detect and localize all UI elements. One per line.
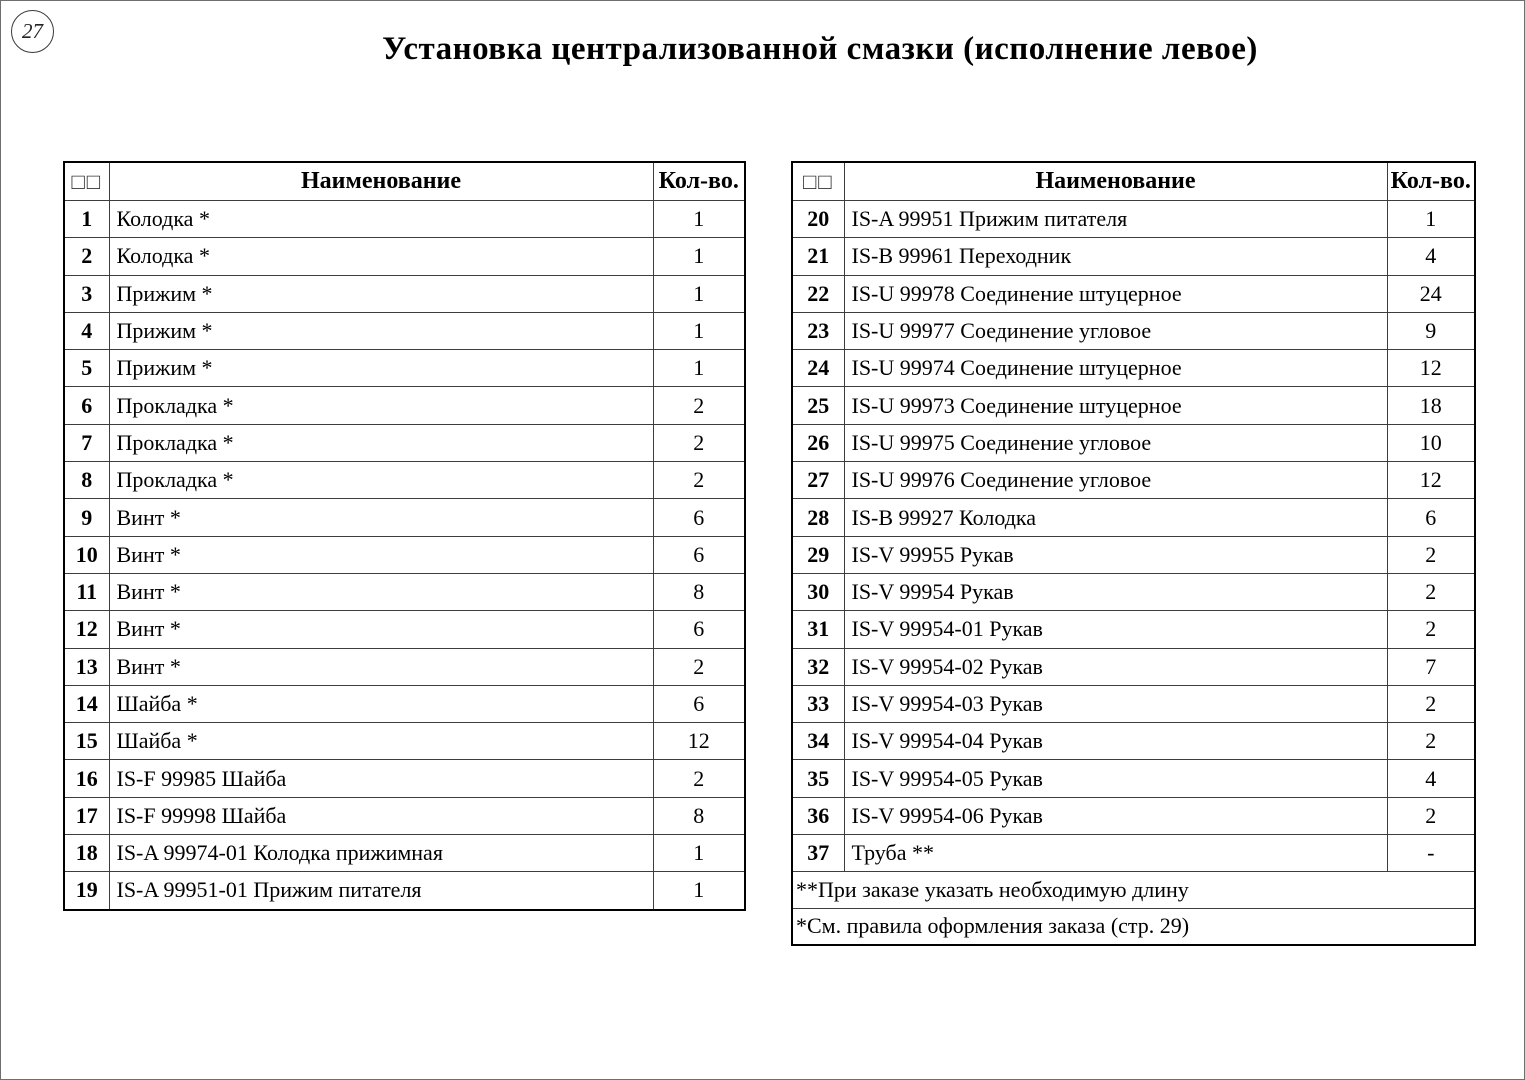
table-row xyxy=(64,536,745,573)
header-qty-column: Кол-во. xyxy=(653,162,745,201)
part-qty: 7 xyxy=(1387,648,1475,685)
table-row xyxy=(792,238,1475,275)
part-qty: 1 xyxy=(653,312,745,349)
part-name: Шайба * xyxy=(109,685,653,722)
row-number: 15 xyxy=(64,723,109,760)
part-name: IS-V 99955 Рукав xyxy=(844,536,1387,573)
row-number: 10 xyxy=(64,536,109,573)
table-row xyxy=(792,760,1475,797)
table-row xyxy=(64,238,745,275)
part-name: IS-V 99954-01 Рукав xyxy=(844,611,1387,648)
part-qty: 2 xyxy=(1387,536,1475,573)
part-name: IS-F 99985 Шайба xyxy=(109,760,653,797)
table-row xyxy=(792,350,1475,387)
row-number: 1 xyxy=(64,201,109,238)
part-name: IS-A 99951 Прижим питателя xyxy=(844,201,1387,238)
footnote-text: *См. правила оформления заказа (стр. 29) xyxy=(792,908,1475,945)
row-number: 35 xyxy=(792,760,844,797)
row-number: 26 xyxy=(792,424,844,461)
part-qty: 6 xyxy=(653,499,745,536)
part-name: Винт * xyxy=(109,573,653,610)
part-name: Прокладка * xyxy=(109,387,653,424)
part-qty: 1 xyxy=(653,835,745,872)
header-qty-column: Кол-во. xyxy=(1387,162,1475,201)
table-row xyxy=(64,201,745,238)
table-row xyxy=(792,499,1475,536)
table-row xyxy=(64,872,745,910)
part-name: IS-A 99974-01 Колодка прижимная xyxy=(109,835,653,872)
part-qty: 2 xyxy=(653,760,745,797)
row-number: 25 xyxy=(792,387,844,424)
row-number: 31 xyxy=(792,611,844,648)
part-name: Винт * xyxy=(109,648,653,685)
row-number: 32 xyxy=(792,648,844,685)
table-row xyxy=(792,835,1475,872)
table-row xyxy=(792,685,1475,722)
part-name: IS-B 99927 Колодка xyxy=(844,499,1387,536)
table-row xyxy=(64,275,745,312)
part-qty: 6 xyxy=(653,536,745,573)
part-name: Винт * xyxy=(109,536,653,573)
part-qty: 8 xyxy=(653,573,745,610)
part-qty: 1 xyxy=(653,275,745,312)
part-name: IS-V 99954-05 Рукав xyxy=(844,760,1387,797)
part-qty: 1 xyxy=(653,872,745,910)
table-header-row xyxy=(792,162,1475,201)
part-qty: 6 xyxy=(1387,499,1475,536)
table-row xyxy=(64,499,745,536)
header-number-column: □□ xyxy=(792,162,844,201)
row-number: 33 xyxy=(792,685,844,722)
row-number: 37 xyxy=(792,835,844,872)
part-qty: 2 xyxy=(1387,611,1475,648)
part-name: IS-V 99954-06 Рукав xyxy=(844,797,1387,834)
table-row xyxy=(64,611,745,648)
part-qty: 1 xyxy=(653,350,745,387)
table-row xyxy=(64,350,745,387)
parts-table-left xyxy=(63,161,746,911)
part-name: Винт * xyxy=(109,499,653,536)
table-row xyxy=(64,835,745,872)
part-qty: 6 xyxy=(653,611,745,648)
row-number: 16 xyxy=(64,760,109,797)
part-qty: 12 xyxy=(653,723,745,760)
part-qty: 2 xyxy=(653,648,745,685)
row-number: 22 xyxy=(792,275,844,312)
part-name: IS-U 99977 Соединение угловое xyxy=(844,312,1387,349)
part-qty: 1 xyxy=(653,201,745,238)
part-name: IS-U 99973 Соединение штуцерное xyxy=(844,387,1387,424)
part-qty: 12 xyxy=(1387,462,1475,499)
row-number: 30 xyxy=(792,573,844,610)
table-row xyxy=(792,536,1475,573)
row-number: 2 xyxy=(64,238,109,275)
row-number: 5 xyxy=(64,350,109,387)
table-row xyxy=(64,797,745,834)
row-number: 23 xyxy=(792,312,844,349)
part-name: Колодка * xyxy=(109,201,653,238)
footnote-row xyxy=(792,908,1475,945)
part-name: Прокладка * xyxy=(109,424,653,461)
part-name: IS-V 99954 Рукав xyxy=(844,573,1387,610)
row-number: 36 xyxy=(792,797,844,834)
part-qty: 2 xyxy=(1387,723,1475,760)
row-number: 7 xyxy=(64,424,109,461)
table-row xyxy=(64,648,745,685)
table-row xyxy=(792,275,1475,312)
row-number: 34 xyxy=(792,723,844,760)
row-number: 17 xyxy=(64,797,109,834)
part-name: Колодка * xyxy=(109,238,653,275)
header-name-column: Наименование xyxy=(844,162,1387,201)
page-title: Установка централизованной смазки (исполнение левое) xyxy=(382,31,1258,67)
table-row xyxy=(64,387,745,424)
table-row xyxy=(792,573,1475,610)
part-name: IS-A 99951-01 Прижим питателя xyxy=(109,872,653,910)
row-number: 12 xyxy=(64,611,109,648)
row-number: 6 xyxy=(64,387,109,424)
row-number: 18 xyxy=(64,835,109,872)
part-name: Шайба * xyxy=(109,723,653,760)
part-name: Винт * xyxy=(109,611,653,648)
part-name: Прижим * xyxy=(109,350,653,387)
part-name: Прокладка * xyxy=(109,462,653,499)
part-qty: 8 xyxy=(653,797,745,834)
table-row xyxy=(792,312,1475,349)
table-header-row xyxy=(64,162,745,201)
page-number: 27 xyxy=(22,19,43,43)
table-row xyxy=(792,611,1475,648)
table-row xyxy=(792,648,1475,685)
part-qty: 4 xyxy=(1387,238,1475,275)
table-row xyxy=(792,797,1475,834)
footnote-row xyxy=(792,872,1475,908)
table-row xyxy=(792,201,1475,238)
table-row xyxy=(792,723,1475,760)
row-number: 3 xyxy=(64,275,109,312)
part-qty: 2 xyxy=(653,424,745,461)
row-number: 11 xyxy=(64,573,109,610)
part-qty: 4 xyxy=(1387,760,1475,797)
part-name: IS-F 99998 Шайба xyxy=(109,797,653,834)
row-number: 24 xyxy=(792,350,844,387)
part-qty: 2 xyxy=(1387,573,1475,610)
table-row xyxy=(64,424,745,461)
part-qty: - xyxy=(1387,835,1475,872)
part-name: Прижим * xyxy=(109,312,653,349)
table-row xyxy=(64,685,745,722)
table-row xyxy=(64,723,745,760)
row-number: 28 xyxy=(792,499,844,536)
table-row xyxy=(792,424,1475,461)
row-number: 4 xyxy=(64,312,109,349)
part-name: IS-V 99954-04 Рукав xyxy=(844,723,1387,760)
row-number: 13 xyxy=(64,648,109,685)
part-name: IS-V 99954-03 Рукав xyxy=(844,685,1387,722)
part-qty: 6 xyxy=(653,685,745,722)
part-qty: 2 xyxy=(653,387,745,424)
part-qty: 2 xyxy=(1387,797,1475,834)
part-qty: 24 xyxy=(1387,275,1475,312)
part-name: Прижим * xyxy=(109,275,653,312)
part-name: IS-V 99954-02 Рукав xyxy=(844,648,1387,685)
table-row xyxy=(64,312,745,349)
part-qty: 2 xyxy=(653,462,745,499)
header-number-column: □□ xyxy=(64,162,109,201)
part-qty: 1 xyxy=(653,238,745,275)
row-number: 29 xyxy=(792,536,844,573)
part-qty: 12 xyxy=(1387,350,1475,387)
part-qty: 9 xyxy=(1387,312,1475,349)
part-name: IS-B 99961 Переходник xyxy=(844,238,1387,275)
table-row xyxy=(64,462,745,499)
table-row xyxy=(792,387,1475,424)
part-name: IS-U 99976 Соединение угловое xyxy=(844,462,1387,499)
header-name-column: Наименование xyxy=(109,162,653,201)
row-number: 14 xyxy=(64,685,109,722)
row-number: 21 xyxy=(792,238,844,275)
table-row xyxy=(64,573,745,610)
row-number: 8 xyxy=(64,462,109,499)
table-row xyxy=(64,760,745,797)
parts-table-right xyxy=(791,161,1476,946)
footnote-text: **При заказе указать необходимую длину xyxy=(792,872,1475,908)
part-qty: 1 xyxy=(1387,201,1475,238)
part-name: Труба ** xyxy=(844,835,1387,872)
table-row xyxy=(792,462,1475,499)
row-number: 19 xyxy=(64,872,109,910)
row-number: 27 xyxy=(792,462,844,499)
row-number: 20 xyxy=(792,201,844,238)
part-name: IS-U 99975 Соединение угловое xyxy=(844,424,1387,461)
part-name: IS-U 99974 Соединение штуцерное xyxy=(844,350,1387,387)
part-name: IS-U 99978 Соединение штуцерное xyxy=(844,275,1387,312)
part-qty: 18 xyxy=(1387,387,1475,424)
part-qty: 10 xyxy=(1387,424,1475,461)
part-qty: 2 xyxy=(1387,685,1475,722)
row-number: 9 xyxy=(64,499,109,536)
